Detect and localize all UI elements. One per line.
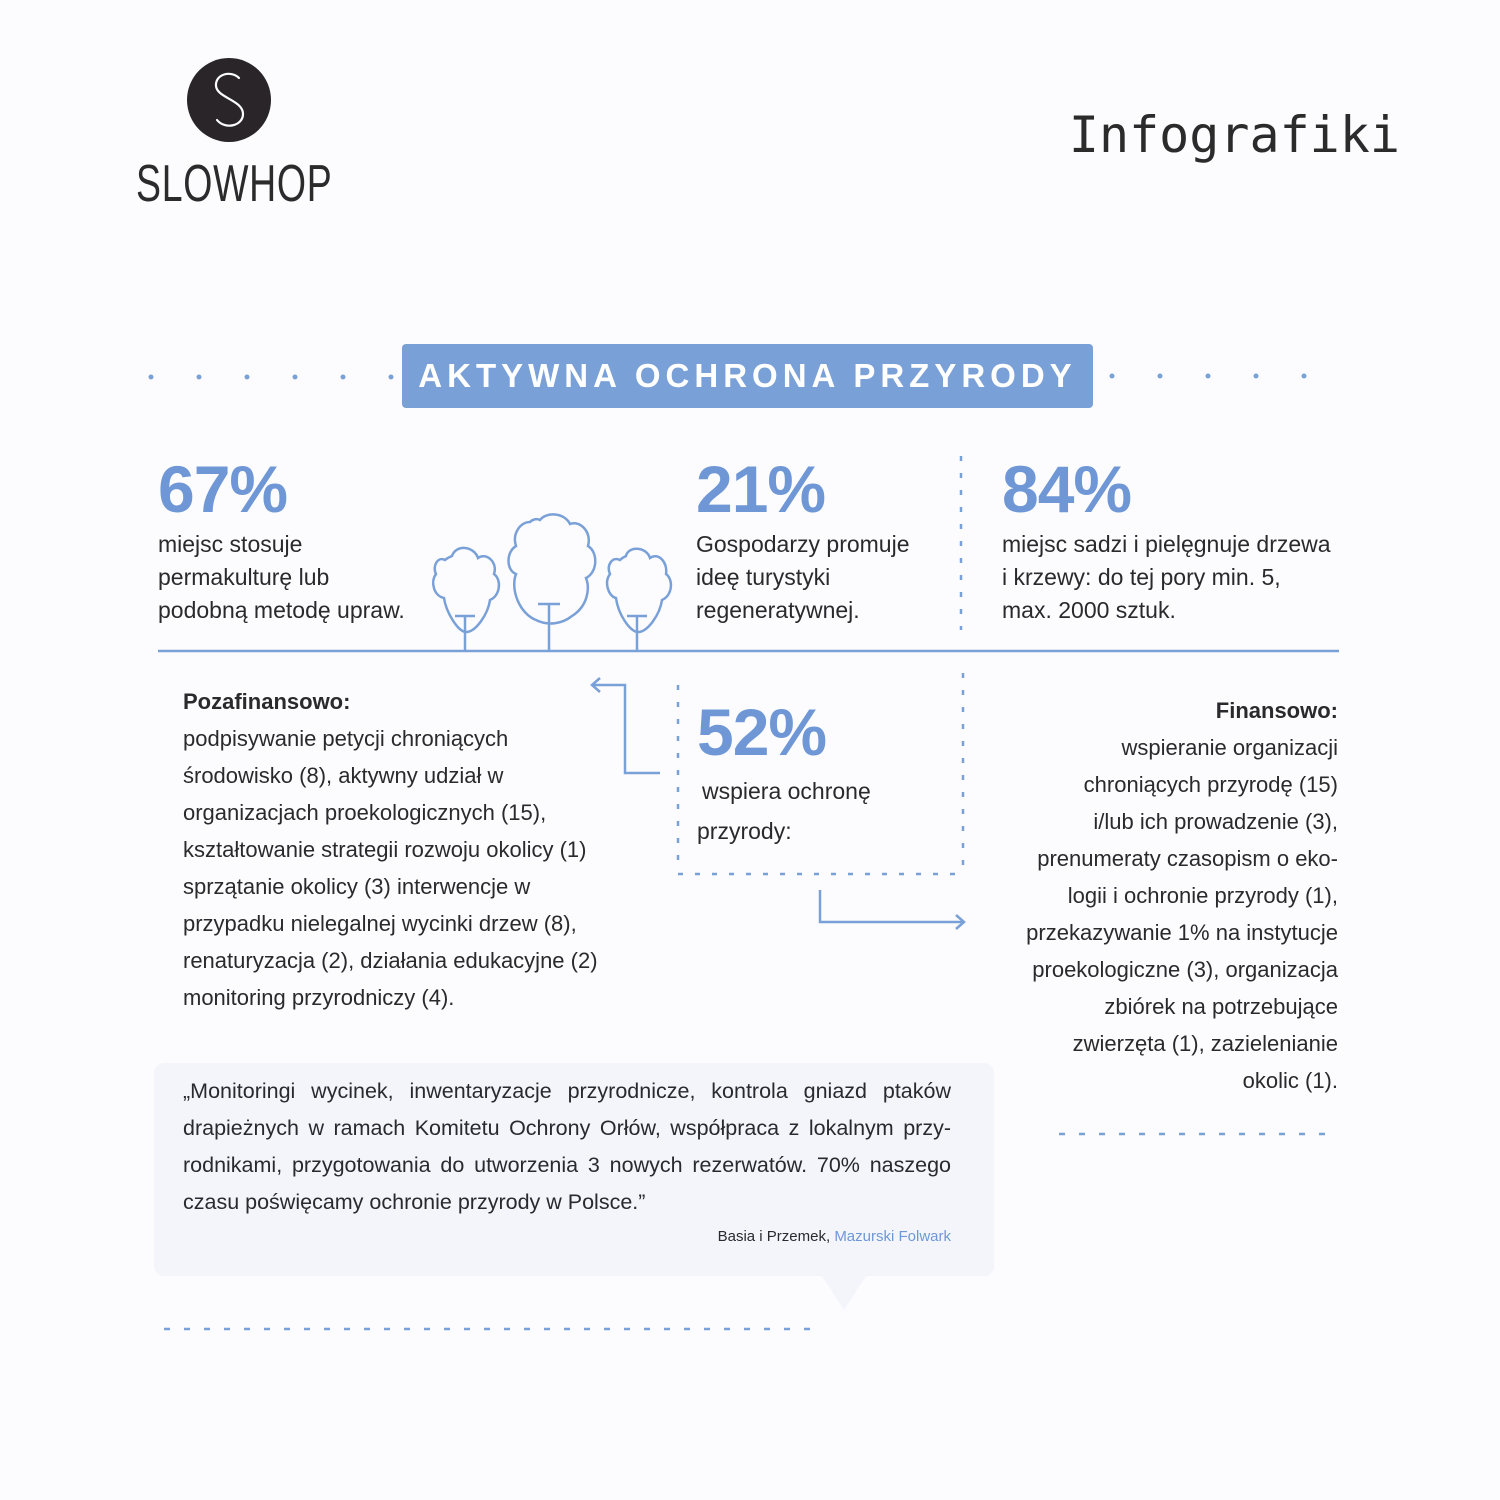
arrow-left-icon [592,678,660,773]
quote-brand-link[interactable]: Mazurski Folwark [834,1228,951,1245]
page-title: Infografiki [1068,106,1400,164]
banner-dots-right [1110,374,1307,379]
stat-desc-67: miejsc stosuje permakulturę lub podobną metodę upraw. [158,531,405,623]
financial-heading: Finansowo: [1215,698,1338,723]
stat-value-84: 84% [1002,452,1132,526]
quote-author: Basia i Przemek, Mazurski Folwark [717,1228,951,1245]
quote-text: „Monitoringi wycinek, inwentaryzacje przyrodnicze, kontrola gniazd ptaków drapieżnych w ramach Komitetu Ochrony Orłów, współpraca z lokalnym przy-rodnikami, przygotowania do utworzenia 3 nowych rezerwatów. 70% naszego czasu poświęcamy ochronie przyrody w Polsce.” [183,1079,951,1214]
nonfinancial-section: Pozafinansowo: podpisywanie petycji chroniących środowisko (8), aktywny udział w organizacjach proekologicznych (15), kształtowanie strategii rozwoju okolicy (1) sprzątanie okolicy (3) interwencje w przypadku nielegalnej wycinki drzew (8), renaturyzacja (2), działania edukacyjne (2) monitoring przyrodniczy (4). [183,683,598,1016]
banner-dots-left [149,375,394,380]
arrow-right-icon [820,890,964,929]
stat-desc-84: miejsc sadzi i pielęgnuje drzewa i krzewy: do tej pory min. 5, max. 2000 sztuk. [1002,531,1331,623]
stat-value-21: 21% [696,452,826,526]
trees-icon [433,514,671,651]
quote-tail [822,1276,866,1310]
financial-section: Finansowo: wspieranie organizacji chroniących przyrodę (15) i/lub ich prowadzenie (3), prenumeraty czasopism o eko- logii i ochronie przyrody (1), przekazywanie 1% na instytucje proekologiczne (3), organizacja zbiórek na potrzebujące zwierzęta (1), zazielenianie okolic (1). [1026,692,1338,1099]
nonfinancial-heading: Pozafinansowo: [183,689,351,714]
stat-value-67: 67% [158,452,288,526]
stat-value-52: 52% [697,695,827,769]
stat-desc-52: wspiera ochronę przyrody: [697,778,871,844]
stat-desc-21: Gospodarzy promuje ideę turystyki regeneratywnej. [696,531,910,623]
section-banner: AKTYWNA OCHRONA PRZYRODY [402,344,1093,408]
logo-wordmark: SLOWHOP [136,155,333,213]
